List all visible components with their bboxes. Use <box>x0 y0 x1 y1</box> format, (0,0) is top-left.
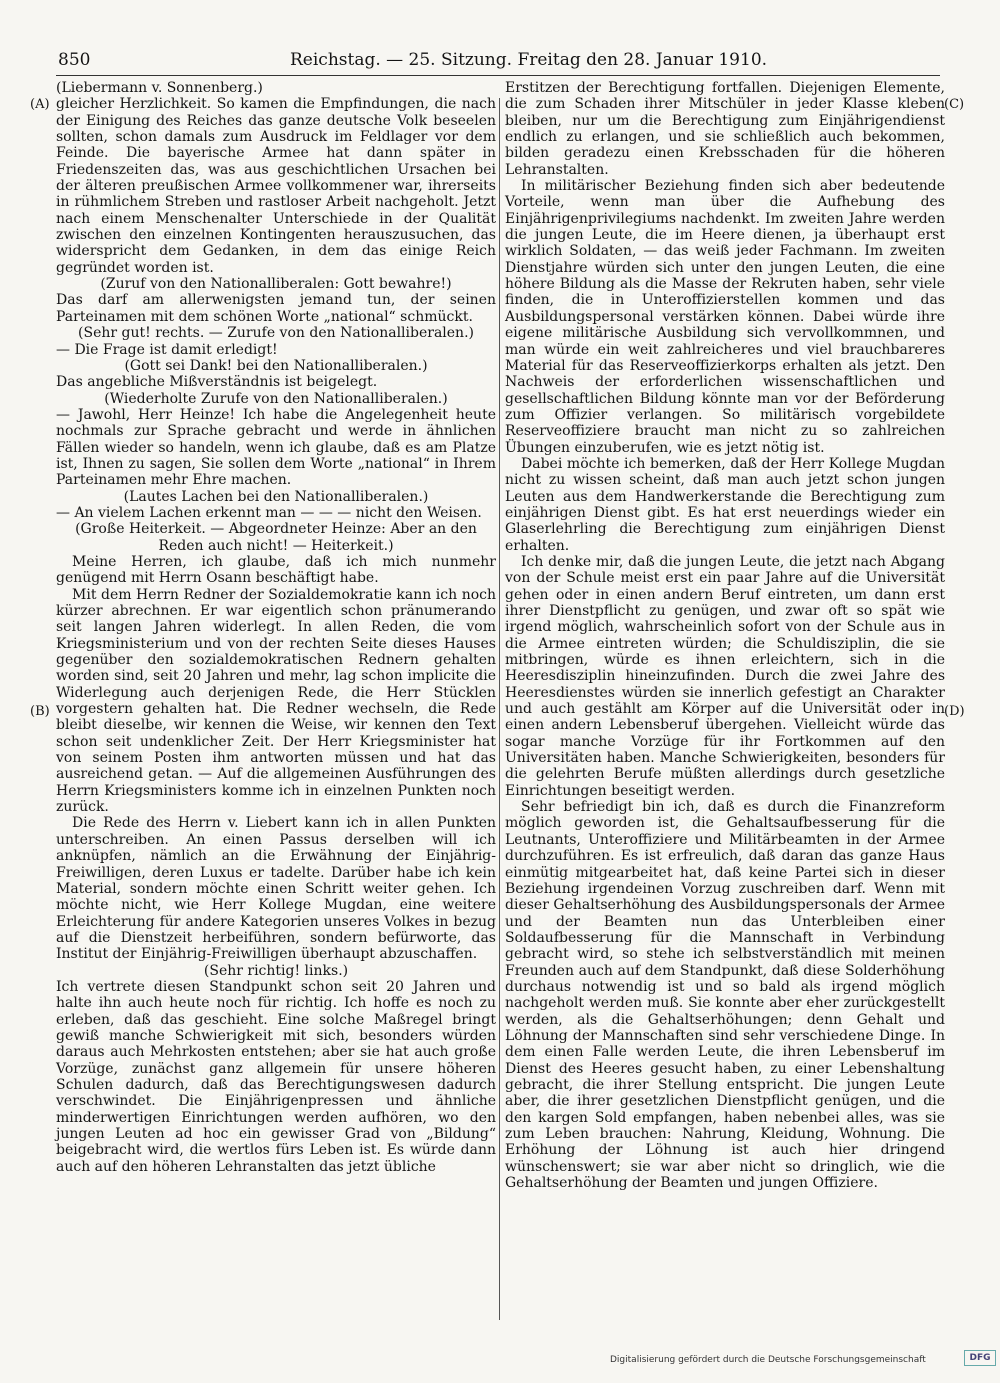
paragraph: Das darf am allerwenigsten jemand tun, der seinen Parteinamen mit dem schönen Worte „national“ schmückt. <box>56 292 496 325</box>
interjection: (Gott sei Dank! bei den Nationalliberalen.) <box>124 357 428 374</box>
paragraph: gleicher Herzlichkeit. So kamen die Empfindungen, die nach der Einigung des Reiches das ganze deutsche Volk beseelen sollten, schon damals zum Ausdruck im Feldlager vor dem Feinde. Die bayerische Armee hat dann später in Friedenszeiten das, was aus geschichtlichen Ursachen bei der älteren preußischen Armee vollkommener war, ihrerseits in rühmlichem Streben und rastloser Arbeit nachgeholt. Jetzt nach einem Menschenalter Unterschiede in der Qualität zwischen den einzelnen Kontingenten herauszusuchen, das widerspricht dem Gedanken, in dem das einige Reich gegründet worden ist. <box>56 96 496 276</box>
margin-mark-b: (B) <box>30 704 50 719</box>
interjection: (Sehr gut! rechts. — Zurufe von den Nationalliberalen.) <box>78 325 474 342</box>
dfg-logo: DFG <box>964 1350 996 1366</box>
margin-mark-a: (A) <box>30 97 50 112</box>
left-column <box>56 80 496 1175</box>
margin-mark-c: (C) <box>944 97 965 112</box>
paragraph: Das angebliche Mißverständnis ist beigelegt. <box>56 374 378 391</box>
interjection: (Wiederholte Zurufe von den Nationalliberalen.) <box>104 390 448 407</box>
paragraph: — Die Frage ist damit erledigt! <box>56 341 278 358</box>
paragraph: In militärischer Beziehung finden sich aber bedeutende Vorteile, wenn man über die Aufhebung des Einjährigenprivilegiums nachdenkt. Im zweiten Jahre werden die jungen Leute, die im Heere dienen, ja überhaupt erst wirklich Soldaten, — das weiß jeder Fachmann. Im zweiten Dienstjahre würden sich unter den jungen Leuten, die eine höhere Bildung als die Masse der Rekruten haben, sehr viele finden, die in Unteroffizierstellen kommen und das Ausbildungspersonal verstärken können. Dabei würde ihre eigene militärische Ausbildung sich vervollkommnen, und man würde ein weit zahlreicheres und viel brauchbareres Material für das Reserveoffizierkorps erhalten als jetzt. Den Nachweis der erforderlichen wissenschaftlichen und gesellschaftlichen Bildung könnte man vor der Beförderung zum Offizier verlangen. So militärisch vorgebildete Reserveoffiziere braucht man nicht zu so zahlreichen Übungen einzuberufen, wie es jetzt nötig ist. <box>505 178 945 456</box>
column-divider <box>499 98 500 1320</box>
digitization-credit: Digitalisierung gefördert durch die Deutsche Forschungsgemeinschaft <box>610 1355 926 1365</box>
paragraph: — An vielem Lachen erkennt man — — — nicht den Weisen. <box>56 504 482 521</box>
paragraph: Sehr befriedigt bin ich, daß es durch die Finanzreform möglich geworden ist, die Gehaltsaufbesserung für die Leutnants, Unteroffiziere und Militärbeamten in der Armee durchzuführen. Es ist erfreulich, daß daran das ganze Haus einmütig mitgearbeitet hat, daß keine Partei sich in dieser Beziehung irgendeinen Vorzug zuschreiben darf. Wenn mit dieser Gehaltserhöhung des Ausbildungspersonals der Armee und der Beamten nun das Unterbleiben einer Soldaufbesserung für die Mannschaft in Verbindung gebracht wird, so stehe ich selbstverständlich mit meinen Freunden auch auf dem Standpunkt, daß diese Solderhöhung durchaus notwendig ist und so bald als irgend möglich nachgeholt werden muß. Sie konnte aber eher zurückgestellt werden, als die Gehaltserhöhungen; denn Gehalt und Löhnung der Mannschaften sind sehr verschiedene Dinge. In dem einen Falle werden Leute, die ihren Lebensberuf im Dienst des Heeres gesucht haben, zu einer Lebenshaltung gebracht, die ihrer Stellung entspricht. Die jungen Leute aber, die ihrer gesetzlichen Dienstpflicht genügen, und die den kargen Sold empfangen, haben nebenbei alles, was sie zum Leben brauchen: Nahrung, Kleidung, Wohnung. Die Erhöhung der Löhnung ist auch hier dringend wünschenswert; sie war aber nicht so dringlich, wie die Gehaltserhöhung der Beamten und jungen Offiziere. <box>505 799 945 1192</box>
paragraph: Dabei möchte ich bemerken, daß der Herr Kollege Mugdan nicht zu wissen scheint, daß man auch jetzt schon jungen Leuten aus dem Handwerkerstande die Berechtigung zum einjährigen Dienst gibt. Es hat erst neuerdings wieder ein Glaserlehrling die Berechtigung zum einjährigen Dienst erhalten. <box>505 455 945 554</box>
margin-mark-d: (D) <box>944 704 965 719</box>
page-number: 850 <box>58 50 91 70</box>
paragraph: Meine Herren, ich glaube, daß ich mich nunmehr genügend mit Herrn Osann beschäftigt habe. <box>56 553 496 587</box>
paragraph: Mit dem Herrn Redner der Sozialdemokratie kann ich noch kürzer abrechnen. Er war eigentlich schon pränumerando seit langen Jahren widerlegt. In allen Reden, die vom Kriegsministerium und von der rechten Seite dieses Hauses gegenüber den sozialdemokratischen Rednern gehalten worden sind, seit 20 Jahren und mehr, lag schon implicite die Widerlegung auch derjenigen Rede, die Herr Stücklen vorgestern gehalten hat. Die Redner wechseln, die Rede bleibt dieselbe, wir kennen die Weise, wir kennen den Text schon seit undenklicher Zeit. Der Herr Kriegsminister hat von seinem Posten ihm antworten müssen und hat das ausreichend getan. — Auf die allgemeinen Ausführungen des Herrn Kriegsministers komme ich in einzelnen Punkten noch zurück. <box>56 586 496 816</box>
interjection: (Zuruf von den Nationalliberalen: Gott bewahre!) <box>100 276 452 293</box>
right-column <box>505 80 945 1191</box>
paragraph: Die Rede des Herrn v. Liebert kann ich in allen Punkten unterschreiben. An einen Passus derselben will ich anknüpfen, nämlich an die Erwähnung der Einjährig-Freiwilligen, deren Luxus er tadelte. Darüber habe ich kein Material, sondern möchte einen Schritt weiter gehen. Ich möchte nicht, wie Herr Kollege Mugdan, eine weitere Erleichterung für andere Kategorien unseres Volkes in bezug auf die Dienstzeit herbeiführen, sondern befürworte, das Institut der Einjährig-Freiwilligen überhaupt abzuschaffen. <box>56 815 496 963</box>
page-header <box>58 50 768 78</box>
interjection: (Große Heiterkeit. — Abgeordneter Heinze: Aber an den Reden auch nicht! — Heiterkeit.) <box>75 521 477 554</box>
running-title: Reichstag. — 25. Sitzung. Freitag den 28. Januar 1910. <box>290 50 768 70</box>
interjection: (Lautes Lachen bei den Nationalliberalen.) <box>123 488 429 505</box>
paragraph: Erstitzen der Berechtigung fortfallen. Diejenigen Elemente, die zum Schaden ihrer Mitschüler in jeder Klasse kleben bleiben, nur um die Berechtigung zum Einjährigendienst endlich zu erlangen, und sie schließlich auch bekommen, bilden geradezu einen Krebsschaden für die höheren Lehranstalten. <box>505 80 945 178</box>
paragraph: Ich vertrete diesen Standpunkt schon seit 20 Jahren und halte ihn auch heute noch für richtig. Ich hoffe es noch zu erleben, daß das geschieht. Eine solche Maßregel bringt gewiß manche Schwierigkeit mit sich, besonders würden daraus auch Mehrkosten entstehen; aber sie hat auch große Vorzüge, zunächst ganz allgemein für unsere höheren Schulen dadurch, daß das Berechtigungswesen dadurch verschwindet. Die Einjährigenpressen und ähnliche minderwertigen Einrichtungen werden aufhören, wo den jungen Leuten ad hoc ein gewisser Grad von „Bildung“ beigebracht wird, die wertlos fürs Leben ist. Es würde dann auch auf den höheren Lehranstalten das jetzt übliche <box>56 978 496 1175</box>
paragraph: — Jawohl, Herr Heinze! Ich habe die Angelegenheit heute nochmals zur Sprache gebracht und werde in ähnlichen Fällen wieder so handeln, wenn ich glaube, daß es am Platze ist, Ihnen zu sagen, Sie sollen dem Worte „national“ in Ihrem Parteinamen mehr Ehre machen. <box>56 406 496 489</box>
interjection: (Sehr richtig! links.) <box>203 962 349 979</box>
paragraph: Ich denke mir, daß die jungen Leute, die jetzt nach Abgang von der Schule meist erst ein paar Jahre auf die Universität gehen oder in einen andern Beruf eintreten, um dann erst ihrer Dienstpflicht zu genügen, und zwar oft so spät wie irgend möglich, wahrscheinlich sofort von der Schule aus in die Armee eintreten würden; die Schuldisziplin, die sie mitbringen, würde es ihnen erleichtern, sich in die Heeresdisziplin hineinzufinden. Durch die zwei Jahre des Heeresdienstes würden sie innerlich gefestigt an Charakter und auch gestählt am Körper auf die Universität oder in einen andern Lebensberuf übergehen. Vielleicht würde das sogar manche Vorzüge für ihr Fortkommen auf den Universitäten haben. Manche Schwierigkeiten, besonders für die gelehrten Berufe müßten allerdings durch gesetzliche Einrichtungen beseitigt werden. <box>505 553 945 799</box>
speaker-label: (Liebermann v. Sonnenberg.) <box>56 80 263 96</box>
header-rule <box>56 75 940 76</box>
